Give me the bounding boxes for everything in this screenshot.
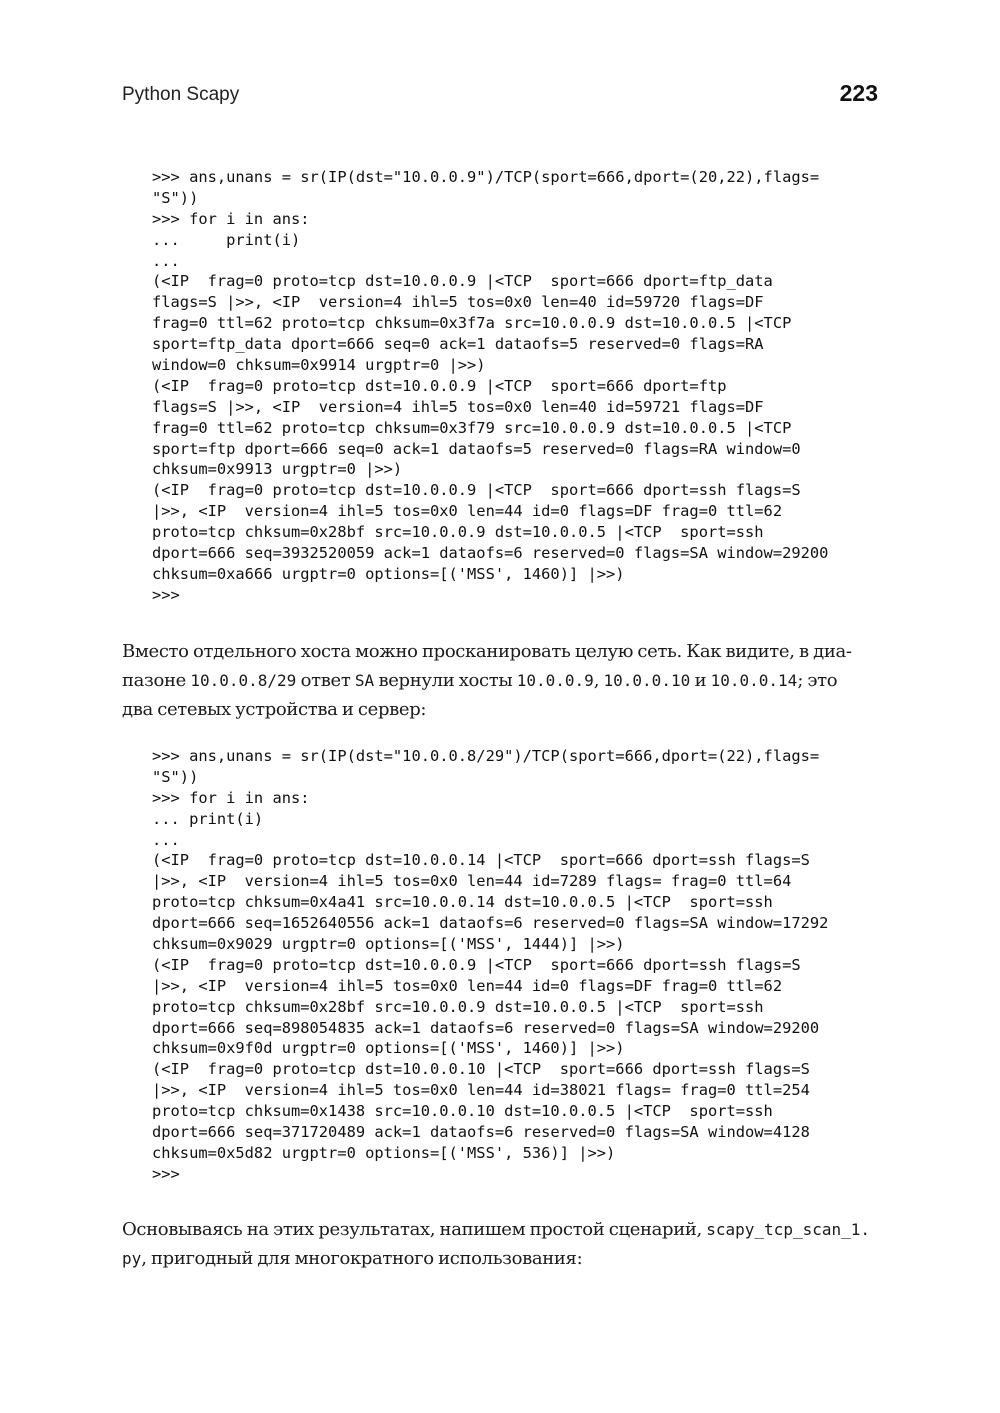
code-block-scan-single-host xyxy=(152,167,828,606)
code-line: ... print(i) xyxy=(152,809,264,828)
code-line: (<IP frag=0 proto=tcp dst=10.0.0.9 |<TCP sport=666 dport=ssh flags=S xyxy=(152,955,801,974)
code-line: (<IP frag=0 proto=tcp dst=10.0.0.10 |<TCP sport=666 dport=ssh flags=S xyxy=(152,1060,810,1079)
text-run: ответ xyxy=(296,670,355,691)
code-line: |>>, <IP version=4 ihl=5 tos=0x0 len=44 id=0 flags=DF frag=0 ttl=62 xyxy=(152,502,783,521)
paragraph-line xyxy=(122,1244,884,1273)
code-line: ... xyxy=(152,830,180,849)
code-line: proto=tcp chksum=0x28bf src=10.0.0.9 dst=10.0.0.5 |<TCP sport=ssh xyxy=(152,523,764,542)
inline-code: 10.0.0.14 xyxy=(710,671,798,690)
code-line: proto=tcp chksum=0x4a41 src=10.0.0.14 dst=10.0.0.5 |<TCP sport=ssh xyxy=(152,893,773,912)
code-line: >>> xyxy=(152,1164,180,1183)
code-line: window=0 chksum=0x9914 urgptr=0 |>>) xyxy=(152,356,486,375)
paragraph-line: два сетевых устройства и сервер: xyxy=(122,699,427,720)
code-line: dport=666 seq=1652640556 ack=1 dataofs=6 reserved=0 flags=SA window=17292 xyxy=(152,914,829,933)
code-line: dport=666 seq=3932520059 ack=1 dataofs=6 reserved=0 flags=SA window=29200 xyxy=(152,544,829,563)
text-run: вернули хосты xyxy=(374,670,517,691)
code-line: sport=ftp_data dport=666 seq=0 ack=1 dataofs=5 reserved=0 flags=RA xyxy=(152,335,764,354)
paragraph-line xyxy=(122,666,884,695)
code-line: (<IP frag=0 proto=tcp dst=10.0.0.9 |<TCP sport=666 dport=ftp xyxy=(152,376,727,395)
code-line: chksum=0x9913 urgptr=0 |>>) xyxy=(152,460,403,479)
code-line: |>>, <IP version=4 ihl=5 tos=0x0 len=44 id=0 flags=DF frag=0 ttl=62 xyxy=(152,976,783,995)
code-line: proto=tcp chksum=0x1438 src=10.0.0.10 dst=10.0.0.5 |<TCP sport=ssh xyxy=(152,1102,773,1121)
code-line: chksum=0x9f0d urgptr=0 options=[('MSS', 1460)] |>>) xyxy=(152,1039,625,1058)
paragraph-line: Вместо отдельного хоста можно просканировать целую сеть. Как видите, в диа- xyxy=(122,641,852,662)
code-line: frag=0 ttl=62 proto=tcp chksum=0x3f7a src=10.0.0.9 dst=10.0.0.5 |<TCP xyxy=(152,314,792,333)
inline-code: 10.0.0.8/29 xyxy=(190,671,297,690)
code-line: sport=ftp dport=666 seq=0 ack=1 dataofs=5 reserved=0 flags=RA window=0 xyxy=(152,439,801,458)
code-block-scan-subnet xyxy=(152,746,828,1185)
code-line: chksum=0xa666 urgptr=0 options=[('MSS', 1460)] |>>) xyxy=(152,564,625,583)
code-line: >>> ans,unans = sr(IP(dst="10.0.0.9")/TCP(sport=666,dport=(20,22),flags= xyxy=(152,168,820,186)
code-line: flags=S |>>, <IP version=4 ihl=5 tos=0x0 len=40 id=59720 flags=DF xyxy=(152,293,764,312)
code-line: chksum=0x5d82 urgptr=0 options=[('MSS', 536)] |>>) xyxy=(152,1143,616,1162)
inline-code: py xyxy=(122,1249,142,1268)
code-line: chksum=0x9029 urgptr=0 options=[('MSS', 1444)] |>>) xyxy=(152,935,625,954)
text-run: и xyxy=(690,670,711,691)
code-line: flags=S |>>, <IP version=4 ihl=5 tos=0x0 len=40 id=59721 flags=DF xyxy=(152,397,764,416)
code-line: |>>, <IP version=4 ihl=5 tos=0x0 len=44 id=38021 flags= frag=0 ttl=254 xyxy=(152,1081,810,1100)
inline-code: SA xyxy=(354,671,375,690)
code-line: (<IP frag=0 proto=tcp dst=10.0.0.9 |<TCP sport=666 dport=ssh flags=S xyxy=(152,481,801,500)
code-line: |>>, <IP version=4 ihl=5 tos=0x0 len=44 id=7289 flags= frag=0 ttl=64 xyxy=(152,872,792,891)
code-line: ... xyxy=(152,251,180,270)
code-line: >>> for i in ans: xyxy=(152,788,310,807)
text-run: пазоне xyxy=(122,670,191,691)
code-line: ... print(i) xyxy=(152,230,301,249)
body-paragraph-network-scan xyxy=(122,637,884,724)
text-run: Основываясь на этих результатах, напишем простой сценарий, xyxy=(122,1219,707,1240)
paragraph-line xyxy=(122,1215,884,1244)
code-line: >>> for i in ans: xyxy=(152,209,310,228)
inline-code: scapy_tcp_scan_1. xyxy=(706,1220,871,1239)
body-paragraph-script-intro xyxy=(122,1215,884,1273)
code-line: >>> xyxy=(152,585,180,604)
code-line: (<IP frag=0 proto=tcp dst=10.0.0.9 |<TCP sport=666 dport=ftp_data xyxy=(152,272,773,291)
text-run: ; это xyxy=(797,670,838,691)
inline-code: 10.0.0.10 xyxy=(603,671,691,690)
text-run: , пригодный для многократного использования: xyxy=(141,1248,583,1269)
text-run: , xyxy=(593,670,604,691)
code-line: >>> ans,unans = sr(IP(dst="10.0.0.8/29")/TCP(sport=666,dport=(22),flags= xyxy=(152,747,820,765)
code-line: frag=0 ttl=62 proto=tcp chksum=0x3f79 src=10.0.0.9 dst=10.0.0.5 |<TCP xyxy=(152,418,792,437)
code-line: "S")) xyxy=(152,767,199,786)
code-line: (<IP frag=0 proto=tcp dst=10.0.0.14 |<TCP sport=666 dport=ssh flags=S xyxy=(152,851,810,870)
inline-code: 10.0.0.9 xyxy=(516,671,594,690)
section-title: Python Scapy xyxy=(122,84,240,105)
code-line: dport=666 seq=898054835 ack=1 dataofs=6 reserved=0 flags=SA window=29200 xyxy=(152,1018,820,1037)
page-number: 223 xyxy=(839,80,878,106)
code-line: dport=666 seq=371720489 ack=1 dataofs=6 reserved=0 flags=SA window=4128 xyxy=(152,1123,810,1142)
code-line: proto=tcp chksum=0x28bf src=10.0.0.9 dst=10.0.0.5 |<TCP sport=ssh xyxy=(152,997,764,1016)
running-head xyxy=(122,80,880,116)
code-line: "S")) xyxy=(152,188,199,207)
